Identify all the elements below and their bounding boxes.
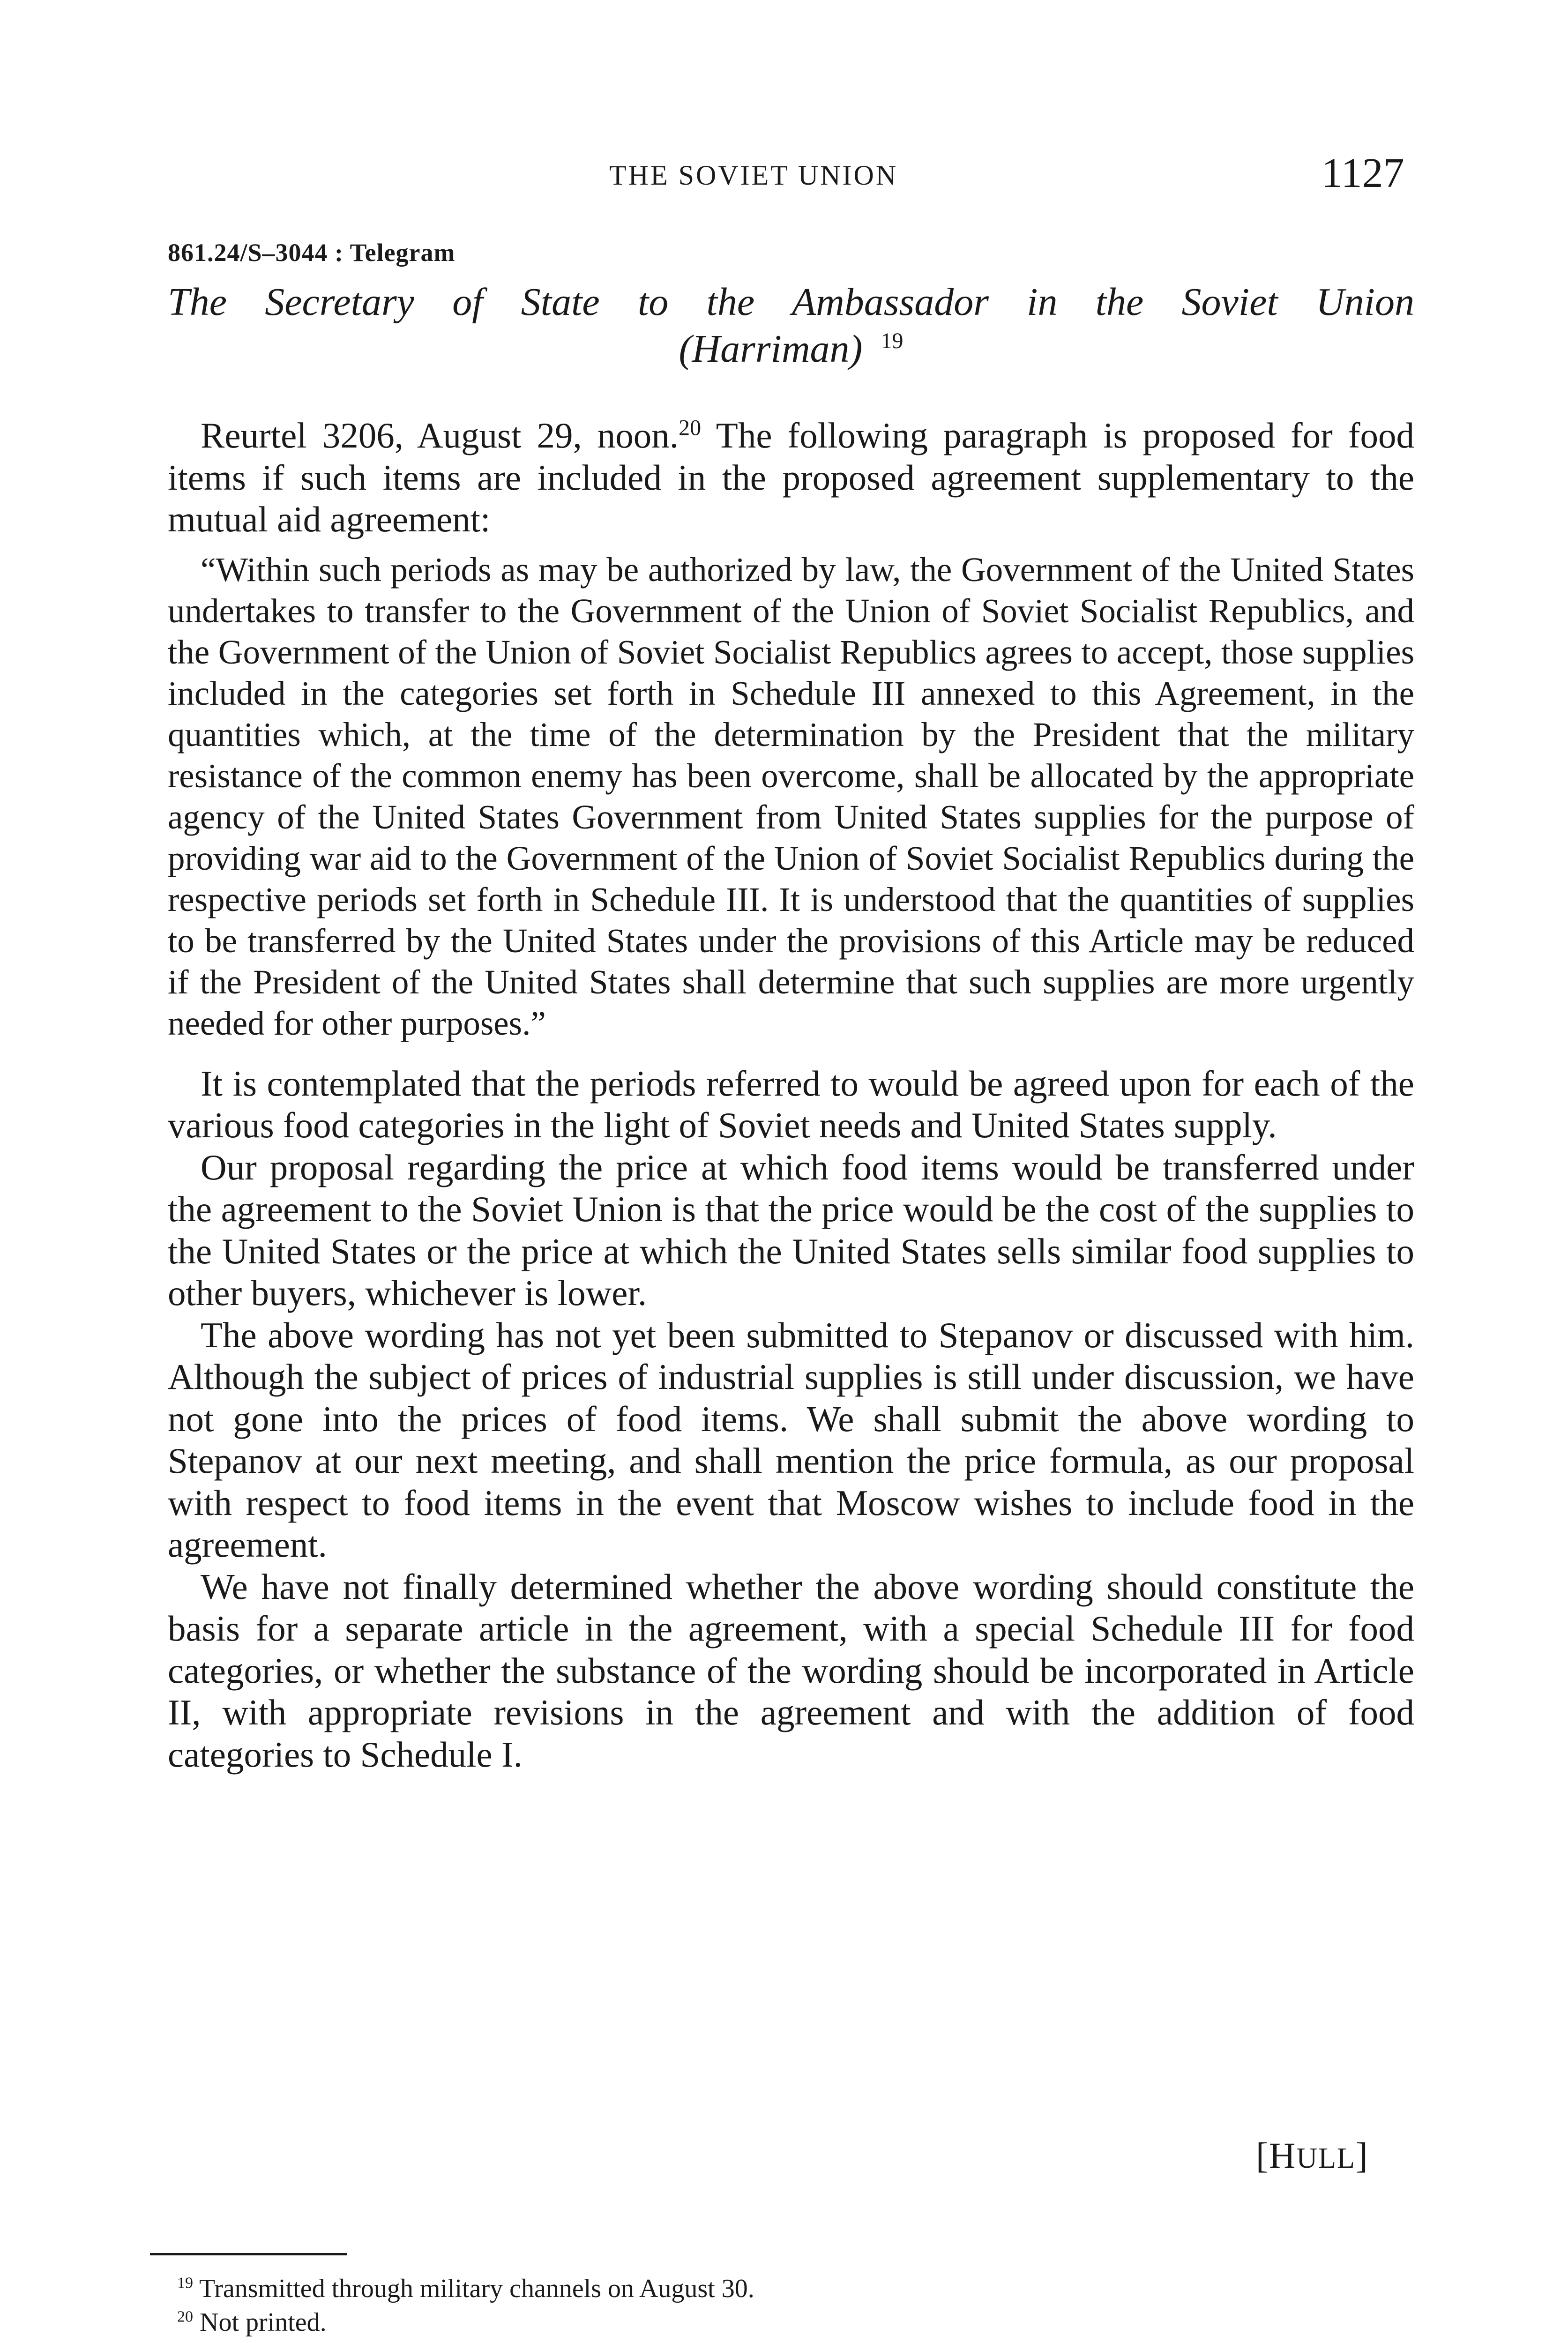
- signature-rest: ULL: [1296, 2142, 1356, 2174]
- signature-open-bracket: [: [1256, 2135, 1269, 2176]
- quoted-paragraph: “Within such periods as may be authorized by law, the Government of the United States undertakes to transfer to the Government of the Union of Soviet Socialist Republics, and the Government of the Union of Soviet Socialist Republics agrees to accept, those supplies included in the categories set forth in Schedule III annexed to this Agreement, in the quantities which, at the time of the determination by the President that the military resistance of the common enemy has been overcome, shall be allocated by the appropriate agency of the United States Government from United States supplies for the purpose of providing war aid to the Government of the Union of Soviet Socialist Republics during the respective periods set forth in Schedule III. It is understood that the quantities of supplies to be transferred by the United States under the provisions of this Article may be reduced if the President of the United States shall determine that such supplies are more urgently needed for other purposes.”: [168, 550, 1414, 1042]
- footnote-20-number: 20: [177, 2308, 193, 2326]
- file-reference: 861.24/S–3044 : Telegram: [168, 239, 455, 267]
- footnote-divider: [150, 2253, 347, 2255]
- signature: [1256, 2134, 1369, 2177]
- paragraph-3: It is contemplated that the periods referred to would be agreed upon for each of the various food categories in the light of Soviet needs and United States supply.: [168, 1063, 1414, 1145]
- footnote-20-text: Not printed.: [193, 2308, 327, 2337]
- running-header: [0, 149, 1568, 196]
- title-line-1: The Secretary of State to the Ambassador in the Soviet Union: [168, 280, 1414, 324]
- signature-close-bracket: ]: [1355, 2135, 1369, 2176]
- paragraph-1-opening: Reurtel 3206, August 29, noon.: [201, 415, 679, 455]
- paragraph-6: We have not finally determined whether the above wording should constitute the basis for a separate article in the agreement, with a special Schedule III for food categories, or whether the substance of the wording should be incorporated in Article II, with appropriate revisions in the agreement and with the addition of food categories to Schedule I.: [168, 1566, 1414, 1775]
- signature-initial: H: [1269, 2135, 1297, 2176]
- title-line-2: [168, 326, 1414, 373]
- footnote-19-text: Transmitted through military channels on August 30.: [193, 2274, 754, 2303]
- paragraph-1-rest: The following paragraph is proposed for food items if such items are included in the proposed agreement supplementary to the mutual aid agreement:: [168, 415, 1414, 539]
- paragraph-1: [168, 415, 1414, 541]
- footnote-19: [168, 2272, 1414, 2306]
- title-footnote-marker: 19: [881, 328, 903, 353]
- footnote-19-number: 19: [177, 2274, 193, 2292]
- running-title: THE SOVIET UNION: [609, 160, 898, 191]
- page-number: 1127: [1322, 150, 1404, 196]
- paragraph-4: Our proposal regarding the price at which food items would be transferred under the agreement to the Soviet Union is that the price would be the cost of the supplies to the United States or the price at which the United States sells similar food supplies to other buyers, whichever is lower.: [168, 1147, 1414, 1313]
- title-recipient: (Harriman): [679, 327, 863, 371]
- footnote-20: [168, 2306, 1414, 2339]
- footnotes: [168, 2272, 1414, 2339]
- paragraph-5: The above wording has not yet been submitted to Stepanov or discussed with him. Although the subject of prices of industrial supplies is still under discussion, we have not gone into the prices of food items. We shall submit the above wording to Stepanov at our next meeting, and shall mention the price formula, as our proposal with respect to food items in the event that Moscow wishes to include food in the agreement.: [168, 1314, 1414, 1565]
- document-title: [168, 279, 1414, 373]
- telegram-body: [168, 415, 1414, 1776]
- paragraph-1-footnote-marker: 20: [679, 415, 702, 440]
